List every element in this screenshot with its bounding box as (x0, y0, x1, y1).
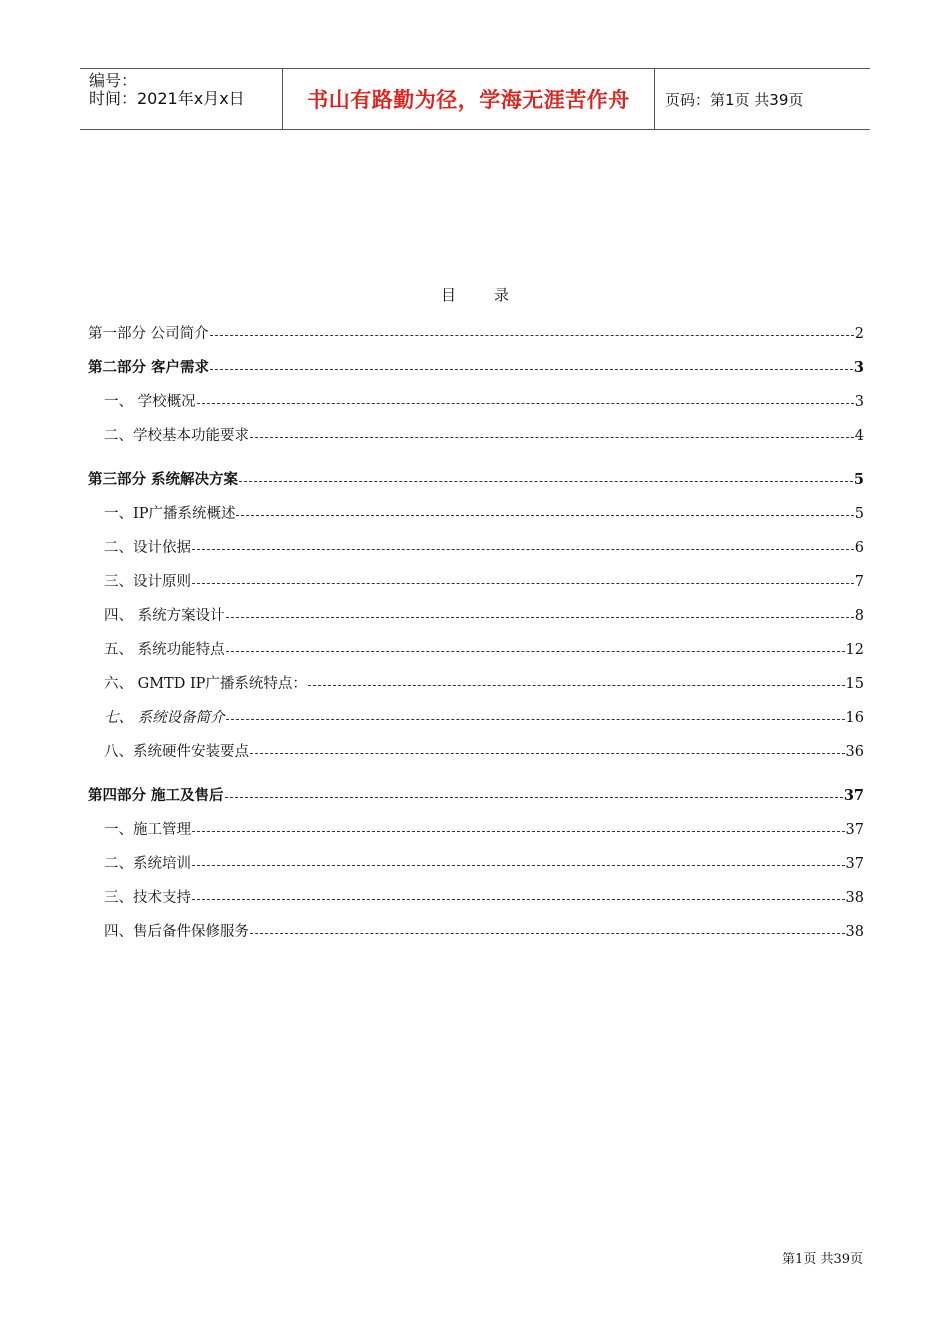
toc-entry-page: 3 (853, 359, 864, 376)
toc-entry-2-2[interactable] (88, 424, 864, 446)
toc-title-char-2: 录 (494, 286, 510, 304)
toc-entry-4-4[interactable] (88, 920, 864, 942)
toc-title (0, 284, 950, 305)
toc-entry-label: 一、施工管理 (104, 822, 191, 838)
toc-leader-dots (250, 437, 854, 438)
toc-entry-3-8[interactable] (88, 740, 864, 762)
toc-entry-3-3[interactable] (88, 570, 864, 592)
toc-entry-label: 四、 系统方案设计 (104, 608, 225, 624)
toc-leader-dots (192, 549, 854, 550)
toc-leader-dots (250, 933, 845, 934)
toc-leader-dots (250, 753, 845, 754)
toc-leader-dots (197, 403, 854, 404)
toc-entry-part4[interactable] (88, 784, 864, 806)
toc-entry-page: 37 (845, 856, 864, 872)
toc-entry-3-1[interactable] (88, 502, 864, 524)
toc-entry-page: 7 (854, 574, 864, 590)
header-page-cell (655, 69, 870, 129)
toc-entry-label: 六、 GMTD IP广播系统特点： (104, 676, 307, 692)
header-motto: 书山有路勤为径，学海无涯苦作舟 (307, 88, 630, 112)
toc-entry-4-1[interactable] (88, 818, 864, 840)
toc-entry-label: 二、系统培训 (104, 856, 191, 872)
footer-page-number: 第1页 共39页 (782, 1252, 863, 1267)
toc-entry-page: 15 (845, 676, 864, 692)
toc-entry-label: 第一部分 公司简介 (88, 326, 209, 342)
toc-entry-2-1[interactable] (88, 390, 864, 412)
toc-entry-page: 4 (854, 428, 864, 444)
toc-entry-label: 八、系统硬件安装要点 (104, 744, 249, 760)
toc-leader-dots (236, 515, 853, 516)
toc-entry-page: 8 (854, 608, 864, 624)
toc-entry-label: 三、设计原则 (104, 574, 191, 590)
toc-entry-page: 12 (845, 642, 864, 658)
toc-entry-page: 37 (845, 822, 864, 838)
toc-entry-3-4[interactable] (88, 604, 864, 626)
toc-entry-part1[interactable] (88, 322, 864, 344)
toc-entry-label: 七、 系统设备简介 (104, 710, 225, 726)
toc-leader-dots (308, 685, 845, 686)
toc-entry-4-2[interactable] (88, 852, 864, 874)
toc-leader-dots (226, 651, 845, 652)
toc-entry-4-3[interactable] (88, 886, 864, 908)
header-meta-cell (80, 69, 282, 129)
toc-entry-label: 二、学校基本功能要求 (104, 428, 249, 444)
toc-entry-label: 一、IP广播系统概述 (104, 506, 236, 522)
toc-leader-dots (192, 899, 845, 900)
toc-entry-page: 6 (854, 540, 864, 556)
toc-entry-3-7[interactable] (88, 706, 864, 728)
toc-leader-dots (210, 335, 854, 336)
document-header (80, 68, 870, 130)
toc-leader-dots (210, 369, 853, 370)
toc-entry-page: 5 (854, 506, 864, 522)
toc-entry-page: 5 (853, 471, 864, 488)
header-page-info: 页码：第1页 共39页 (665, 90, 804, 109)
toc-entry-label: 二、设计依据 (104, 540, 191, 556)
page-footer (782, 1248, 863, 1267)
document-number-label: 编号： (89, 71, 138, 90)
toc-entry-page: 16 (845, 710, 864, 726)
toc-entry-3-5[interactable] (88, 638, 864, 660)
toc-entry-3-2[interactable] (88, 536, 864, 558)
toc-entry-page: 36 (845, 744, 864, 760)
toc-entry-page: 38 (845, 890, 864, 906)
toc-leader-dots (192, 831, 845, 832)
toc-entry-label: 五、 系统功能特点 (104, 642, 225, 658)
toc-leader-dots (226, 617, 854, 618)
toc-entry-part3[interactable] (88, 468, 864, 490)
header-motto-cell (282, 69, 655, 129)
document-time-label: 时间：2021年x月x日 (89, 89, 245, 108)
toc-entry-part2[interactable] (88, 356, 864, 378)
toc-entry-page: 37 (843, 787, 864, 804)
toc-title-char-1: 目 (440, 286, 456, 304)
toc-leader-dots (226, 719, 845, 720)
toc-entry-page: 3 (854, 394, 864, 410)
toc-entry-label: 第四部分 施工及售后 (88, 787, 224, 804)
toc-entry-page: 38 (845, 924, 864, 940)
toc-leader-dots (225, 797, 843, 798)
toc-entry-3-6[interactable] (88, 672, 864, 694)
toc-entry-label: 第二部分 客户需求 (88, 359, 210, 376)
toc-entry-label: 一、 学校概况 (104, 394, 196, 410)
toc-leader-dots (192, 865, 845, 866)
toc-entry-label: 四、售后备件保修服务 (104, 924, 249, 940)
table-of-contents (88, 322, 864, 942)
toc-entry-page: 2 (854, 326, 864, 342)
toc-entry-label: 第三部分 系统解决方案 (88, 471, 239, 488)
toc-entry-label: 三、技术支持 (104, 890, 191, 906)
toc-leader-dots (239, 481, 853, 482)
toc-leader-dots (192, 583, 854, 584)
